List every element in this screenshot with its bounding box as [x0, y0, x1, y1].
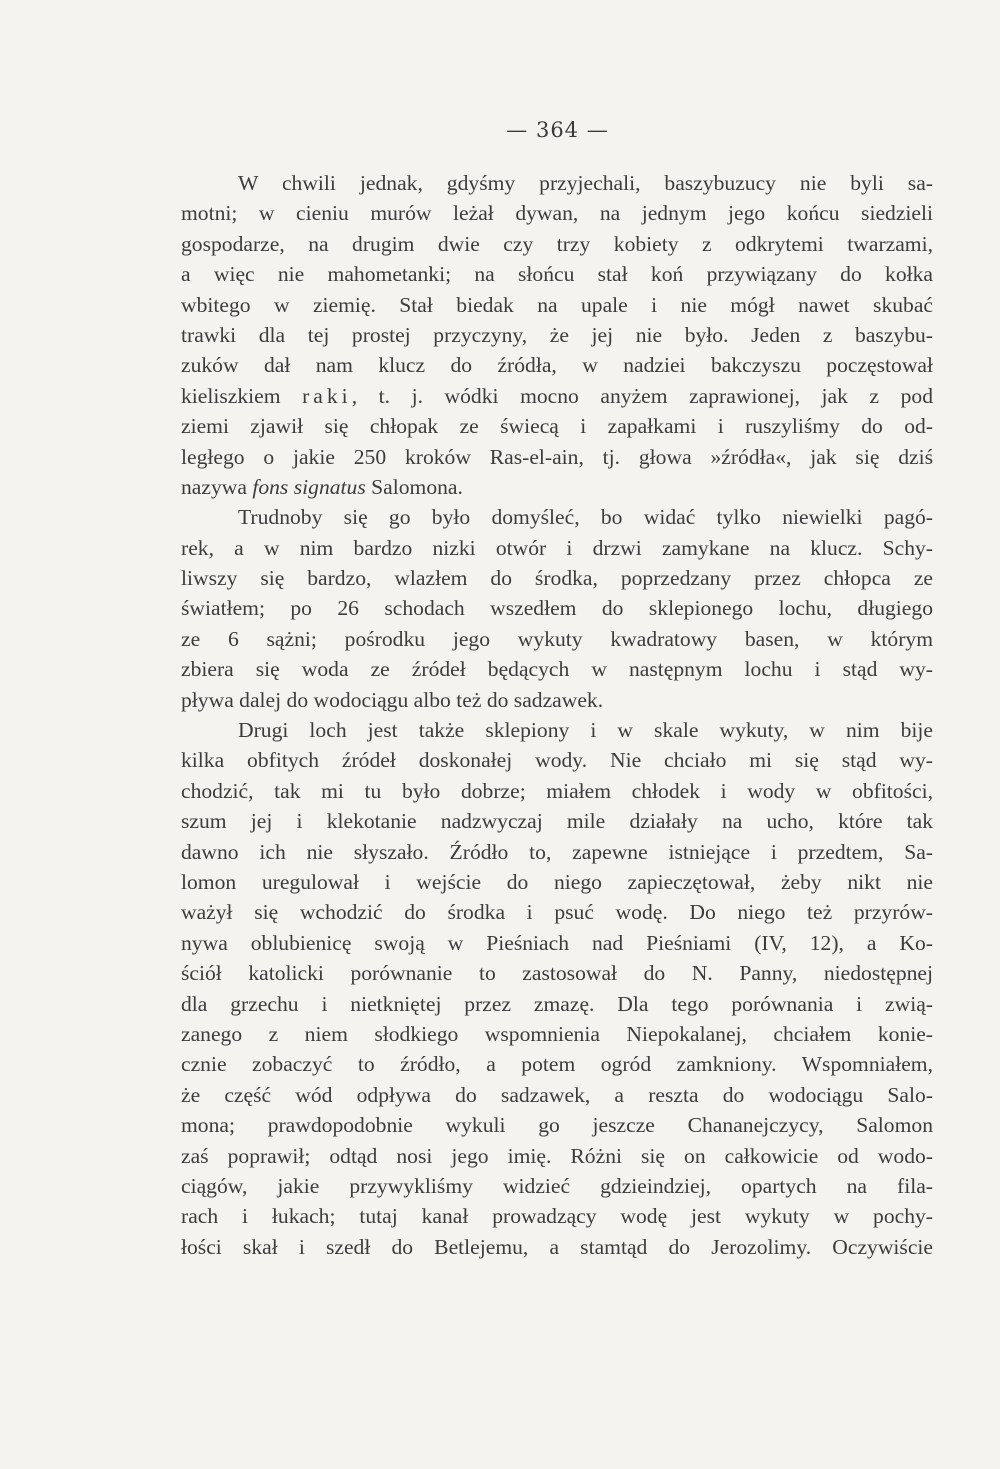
text-line: rek, a w nim bardzo nizki otwór i drzwi zamykane na klucz. Schy-: [181, 535, 933, 560]
spaced-word: raki: [302, 383, 352, 408]
text-segment: , t. j. wódki mocno anyżem zaprawionej, jak z pod: [351, 383, 933, 408]
text-line: wbitego w ziemię. Stał biedak na upale i nie mógł nawet skubać: [181, 292, 933, 317]
text-line: zbiera się woda ze źródeł będących w następnym lochu i stąd wy-: [181, 657, 933, 682]
text-line: ważył się wchodzić do środka i psuć wodę. Do niego też przyrów-: [181, 900, 933, 925]
text-line: rach i łukach; tutaj kanał prowadzący wodę jest wykuty w pochy-: [181, 1204, 933, 1229]
text-line: Trudnoby się go było domyśleć, bo widać tylko niewielki pagó-: [238, 505, 933, 530]
text-line: pływa dalej do wodociągu albo też do sadzawek.: [181, 687, 604, 712]
text-line: światłem; po 26 schodach wszedłem do sklepionego lochu, długiego: [181, 596, 933, 621]
text-line: ściół katolicki porównanie to zastosował do N. Panny, niedostępnej: [181, 961, 933, 986]
text-segment: kieliszkiem: [181, 383, 303, 408]
text-line: mona; prawdopodobnie wykuli go jeszcze Chananejczycy, Salomon: [181, 1113, 933, 1138]
text-line: [181, 381, 933, 411]
italic-phrase: fons signatus: [252, 474, 366, 499]
text-line: cznie zobaczyć to źródło, a potem ogród zamkniony. Wspomniałem,: [181, 1052, 933, 1077]
text-segment: nazywa: [181, 474, 253, 499]
text-line: lomon uregulował i wejście do niego zapieczętował, żeby nikt nie: [181, 869, 933, 894]
text-line: nywa oblubienicę swoją w Pieśniach nad Pieśniami (IV, 12), a Ko-: [181, 930, 933, 955]
text-line: łości skał i szedł do Betlejemu, a stamtąd do Jerozolimy. Oczywiście: [181, 1234, 933, 1259]
text-line: zanego z niem słodkiego wspomnienia Niepokalanej, chciałem konie-: [181, 1021, 933, 1046]
text-line: dawno ich nie słyszało. Źródło to, zapewne istniejące i przedtem, Sa-: [181, 839, 933, 864]
text-line: ciągów, jakie przywykliśmy widzieć gdzieindziej, opartych na fila-: [181, 1173, 933, 1198]
text-line: [181, 472, 933, 502]
text-segment: Salomona.: [365, 474, 463, 499]
text-line: zaś poprawił; odtąd nosi jego imię. Różni się on całkowicie od wodo-: [181, 1143, 933, 1168]
text-line: motni; w cieniu murów leżał dywan, na jednym jego końcu siedzieli: [181, 201, 933, 226]
text-line: gospodarze, na drugim dwie czy trzy kobiety z odkrytemi twarzami,: [181, 231, 933, 256]
text-line: dla grzechu i nietkniętej przez zmazę. Dla tego porównania i zwią-: [181, 991, 933, 1016]
text-line: ze 6 sążni; pośrodku jego wykuty kwadratowy basen, w którym: [181, 626, 933, 651]
text-line: Drugi loch jest także sklepiony i w skale wykuty, w nim bije: [238, 718, 933, 743]
text-line: szum jej i klekotanie nadzwyczaj mile działały na ucho, które tak: [181, 809, 933, 834]
text-line: zuków dał nam klucz do źródła, w nadziei bakczyszu poczęstował: [181, 353, 933, 378]
text-line: chodzić, tak mi tu było dobrze; miałem chłodek i wody w obfitości,: [181, 778, 933, 803]
text-line: ziemi zjawił się chłopak ze świecą i zapałkami i ruszyliśmy do od-: [181, 414, 933, 439]
text-line: kilka obfitych źródeł doskonałej wody. Nie chciało mi się stąd wy-: [181, 748, 933, 773]
text-line: liwszy się bardzo, wlazłem do środka, poprzedzany przez chłopca ze: [181, 566, 933, 591]
text-line: a więc nie mahometanki; na słońcu stał koń przywiązany do kołka: [181, 262, 933, 287]
body-text: [181, 168, 933, 1262]
text-line: trawki dla tej prostej przyczyny, że jej nie było. Jeden z baszybu-: [181, 322, 933, 347]
page-number: — 364 —: [506, 118, 609, 142]
text-line: W chwili jednak, gdyśmy przyjechali, baszybuzucy nie byli sa-: [238, 171, 933, 195]
text-line: ległego o jakie 250 kroków Ras-el-ain, tj. głowa »źródła«, jak się dziś: [181, 444, 933, 469]
text-line: że część wód odpływa do sadzawek, a reszta do wodociągu Salo-: [181, 1082, 933, 1107]
